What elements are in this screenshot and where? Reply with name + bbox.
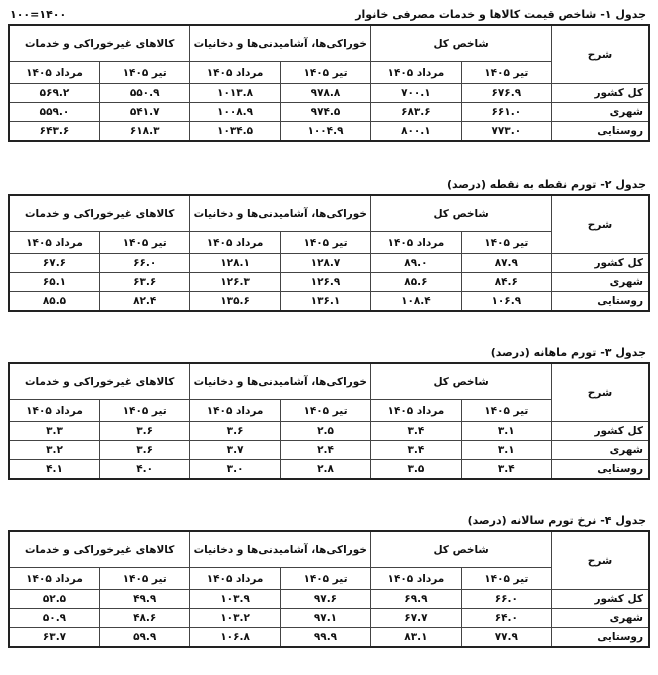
value-cell: ۷۷۳.۰	[461, 122, 551, 142]
table-row	[9, 441, 649, 460]
header-row-groups	[9, 25, 649, 62]
value-cell: ۵۴۱.۷	[99, 103, 189, 122]
table-caption: جدول ۴- نرخ تورم سالانه (درصد)	[467, 514, 646, 527]
month-header-cell: تیر ۱۴۰۵	[461, 400, 551, 422]
value-cell: ۵۵۰.۹	[99, 84, 189, 103]
value-cell: ۸۵.۵	[9, 292, 99, 312]
group-header-cell: خوراکی‌ها، آشامیدنی‌ها و دخانیات	[190, 531, 371, 568]
row-label-cell: شهری	[552, 609, 650, 628]
table-row	[9, 422, 649, 441]
value-cell: ۸۴.۶	[461, 273, 551, 292]
value-cell: ۵۶۹.۲	[9, 84, 99, 103]
value-cell: ۵۵۹.۰	[9, 103, 99, 122]
value-cell: ۷۰۰.۱	[371, 84, 461, 103]
value-cell: ۵۹.۹	[99, 628, 189, 648]
month-header-cell: تیر ۱۴۰۵	[99, 568, 189, 590]
month-header-cell: تیر ۱۴۰۵	[280, 400, 370, 422]
value-cell: ۱۲۶.۹	[280, 273, 370, 292]
value-cell: ۱۰۳۴.۵	[190, 122, 280, 142]
table-row	[9, 273, 649, 292]
value-cell: ۸۷.۹	[461, 254, 551, 273]
value-cell: ۵۲.۵	[9, 590, 99, 609]
header-row-groups	[9, 195, 649, 232]
table-caption: جدول ۳- تورم ماهانه (درصد)	[490, 346, 646, 359]
group-header-cell: خوراکی‌ها، آشامیدنی‌ها و دخانیات	[190, 195, 371, 232]
month-header-cell: تیر ۱۴۰۵	[99, 62, 189, 84]
data-table	[8, 362, 650, 480]
row-label-cell: کل کشور	[552, 590, 650, 609]
value-cell: ۹۷۴.۵	[280, 103, 370, 122]
month-header-cell: تیر ۱۴۰۵	[461, 568, 551, 590]
value-cell: ۶۸۳.۶	[371, 103, 461, 122]
value-cell: ۳.۴	[371, 422, 461, 441]
row-label-cell: کل کشور	[552, 254, 650, 273]
value-cell: ۱۰۳.۹	[190, 590, 280, 609]
value-cell: ۳.۶	[99, 422, 189, 441]
table-block	[8, 6, 650, 142]
value-cell: ۳.۱	[461, 441, 551, 460]
table-row	[9, 103, 649, 122]
value-cell: ۶۷۶.۹	[461, 84, 551, 103]
value-cell: ۶۶.۰	[99, 254, 189, 273]
month-header-cell: تیر ۱۴۰۵	[461, 62, 551, 84]
month-header-cell: تیر ۱۴۰۵	[280, 62, 370, 84]
caption-row	[8, 176, 650, 194]
value-cell: ۴.۱	[9, 460, 99, 480]
value-cell: ۶۳.۶	[99, 273, 189, 292]
value-cell: ۶۴.۰	[461, 609, 551, 628]
row-header-cell: شرح	[552, 363, 650, 422]
value-cell: ۶۶.۰	[461, 590, 551, 609]
value-cell: ۳.۳	[9, 422, 99, 441]
table-row	[9, 590, 649, 609]
table-block	[8, 176, 650, 312]
group-header-cell: خوراکی‌ها، آشامیدنی‌ها و دخانیات	[190, 363, 371, 400]
month-header-cell: مرداد ۱۴۰۵	[9, 232, 99, 254]
value-cell: ۱۰۰۸.۹	[190, 103, 280, 122]
month-header-cell: مرداد ۱۴۰۵	[371, 232, 461, 254]
month-header-cell: مرداد ۱۴۰۵	[190, 62, 280, 84]
value-cell: ۹۷.۶	[280, 590, 370, 609]
header-row-groups	[9, 531, 649, 568]
data-table	[8, 530, 650, 648]
group-header-cell: کالاهای غیرخوراکی و خدمات	[9, 363, 190, 400]
row-label-cell: روستایی	[552, 122, 650, 142]
value-cell: ۹۷.۱	[280, 609, 370, 628]
value-cell: ۷۷.۹	[461, 628, 551, 648]
month-header-cell: مرداد ۱۴۰۵	[9, 400, 99, 422]
value-cell: ۳.۵	[371, 460, 461, 480]
value-cell: ۶۶۱.۰	[461, 103, 551, 122]
value-cell: ۶۷.۷	[371, 609, 461, 628]
caption-row	[8, 512, 650, 530]
value-cell: ۲.۴	[280, 441, 370, 460]
value-cell: ۱۰۱۳.۸	[190, 84, 280, 103]
value-cell: ۱۳۵.۶	[190, 292, 280, 312]
month-header-cell: تیر ۱۴۰۵	[99, 400, 189, 422]
group-header-cell: کالاهای غیرخوراکی و خدمات	[9, 25, 190, 62]
value-cell: ۵۰.۹	[9, 609, 99, 628]
row-header-cell: شرح	[552, 531, 650, 590]
row-label-cell: روستایی	[552, 628, 650, 648]
month-header-cell: مرداد ۱۴۰۵	[190, 400, 280, 422]
month-header-cell: مرداد ۱۴۰۵	[9, 62, 99, 84]
value-cell: ۳.۲	[9, 441, 99, 460]
value-cell: ۱۰۸.۴	[371, 292, 461, 312]
value-cell: ۳.۴	[371, 441, 461, 460]
value-cell: ۱۲۸.۷	[280, 254, 370, 273]
value-cell: ۱۳۶.۱	[280, 292, 370, 312]
value-cell: ۳.۷	[190, 441, 280, 460]
month-header-cell: تیر ۱۴۰۵	[99, 232, 189, 254]
value-cell: ۳.۰	[190, 460, 280, 480]
month-header-cell: مرداد ۱۴۰۵	[371, 400, 461, 422]
caption-row	[8, 6, 650, 24]
value-cell: ۱۰۶.۹	[461, 292, 551, 312]
table-row	[9, 628, 649, 648]
group-header-cell: شاخص کل	[371, 195, 552, 232]
group-header-cell: شاخص کل	[371, 25, 552, 62]
table-caption: جدول ۲- تورم نقطه به نقطه (درصد)	[446, 178, 646, 191]
month-header-cell: تیر ۱۴۰۵	[280, 232, 370, 254]
value-cell: ۳.۱	[461, 422, 551, 441]
month-header-cell: تیر ۱۴۰۵	[280, 568, 370, 590]
table-row	[9, 84, 649, 103]
value-cell: ۱۲۶.۳	[190, 273, 280, 292]
value-cell: ۶۷.۶	[9, 254, 99, 273]
table-block	[8, 344, 650, 480]
value-cell: ۶۳.۷	[9, 628, 99, 648]
month-header-cell: مرداد ۱۴۰۵	[371, 568, 461, 590]
value-cell: ۶۴۳.۶	[9, 122, 99, 142]
value-cell: ۶۵.۱	[9, 273, 99, 292]
table-row	[9, 292, 649, 312]
row-label-cell: شهری	[552, 103, 650, 122]
value-cell: ۲.۵	[280, 422, 370, 441]
month-header-cell: تیر ۱۴۰۵	[461, 232, 551, 254]
value-cell: ۴۸.۶	[99, 609, 189, 628]
month-header-cell: مرداد ۱۴۰۵	[371, 62, 461, 84]
value-cell: ۹۷۸.۸	[280, 84, 370, 103]
row-label-cell: شهری	[552, 441, 650, 460]
group-header-cell: کالاهای غیرخوراکی و خدمات	[9, 195, 190, 232]
row-label-cell: روستایی	[552, 460, 650, 480]
value-cell: ۳.۴	[461, 460, 551, 480]
value-cell: ۸۹.۰	[371, 254, 461, 273]
value-cell: ۹۹.۹	[280, 628, 370, 648]
value-cell: ۳.۶	[190, 422, 280, 441]
value-cell: ۱۰۶.۸	[190, 628, 280, 648]
data-table	[8, 194, 650, 312]
group-header-cell: خوراکی‌ها، آشامیدنی‌ها و دخانیات	[190, 25, 371, 62]
value-cell: ۱۲۸.۱	[190, 254, 280, 273]
group-header-cell: شاخص کل	[371, 531, 552, 568]
value-cell: ۴.۰	[99, 460, 189, 480]
group-header-cell: کالاهای غیرخوراکی و خدمات	[9, 531, 190, 568]
data-table	[8, 24, 650, 142]
base-year-note: ۱۰۰=۱۴۰۰	[10, 8, 67, 21]
value-cell: ۴۹.۹	[99, 590, 189, 609]
header-row-groups	[9, 363, 649, 400]
row-label-cell: کل کشور	[552, 422, 650, 441]
value-cell: ۸۰۰.۱	[371, 122, 461, 142]
row-label-cell: کل کشور	[552, 84, 650, 103]
table-row	[9, 254, 649, 273]
value-cell: ۶۱۸.۳	[99, 122, 189, 142]
value-cell: ۲.۸	[280, 460, 370, 480]
value-cell: ۱۰۳.۲	[190, 609, 280, 628]
value-cell: ۸۲.۴	[99, 292, 189, 312]
table-block	[8, 512, 650, 648]
table-row	[9, 122, 649, 142]
group-header-cell: شاخص کل	[371, 363, 552, 400]
caption-row	[8, 344, 650, 362]
table-row	[9, 460, 649, 480]
row-label-cell: روستایی	[552, 292, 650, 312]
value-cell: ۸۳.۱	[371, 628, 461, 648]
table-row	[9, 609, 649, 628]
value-cell: ۸۵.۶	[371, 273, 461, 292]
value-cell: ۱۰۰۴.۹	[280, 122, 370, 142]
month-header-cell: مرداد ۱۴۰۵	[9, 568, 99, 590]
row-header-cell: شرح	[552, 25, 650, 84]
row-header-cell: شرح	[552, 195, 650, 254]
value-cell: ۳.۶	[99, 441, 189, 460]
table-caption: جدول ۱- شاخص قیمت کالاها و خدمات مصرفی خانوار	[355, 8, 646, 21]
row-label-cell: شهری	[552, 273, 650, 292]
month-header-cell: مرداد ۱۴۰۵	[190, 232, 280, 254]
month-header-cell: مرداد ۱۴۰۵	[190, 568, 280, 590]
value-cell: ۶۹.۹	[371, 590, 461, 609]
